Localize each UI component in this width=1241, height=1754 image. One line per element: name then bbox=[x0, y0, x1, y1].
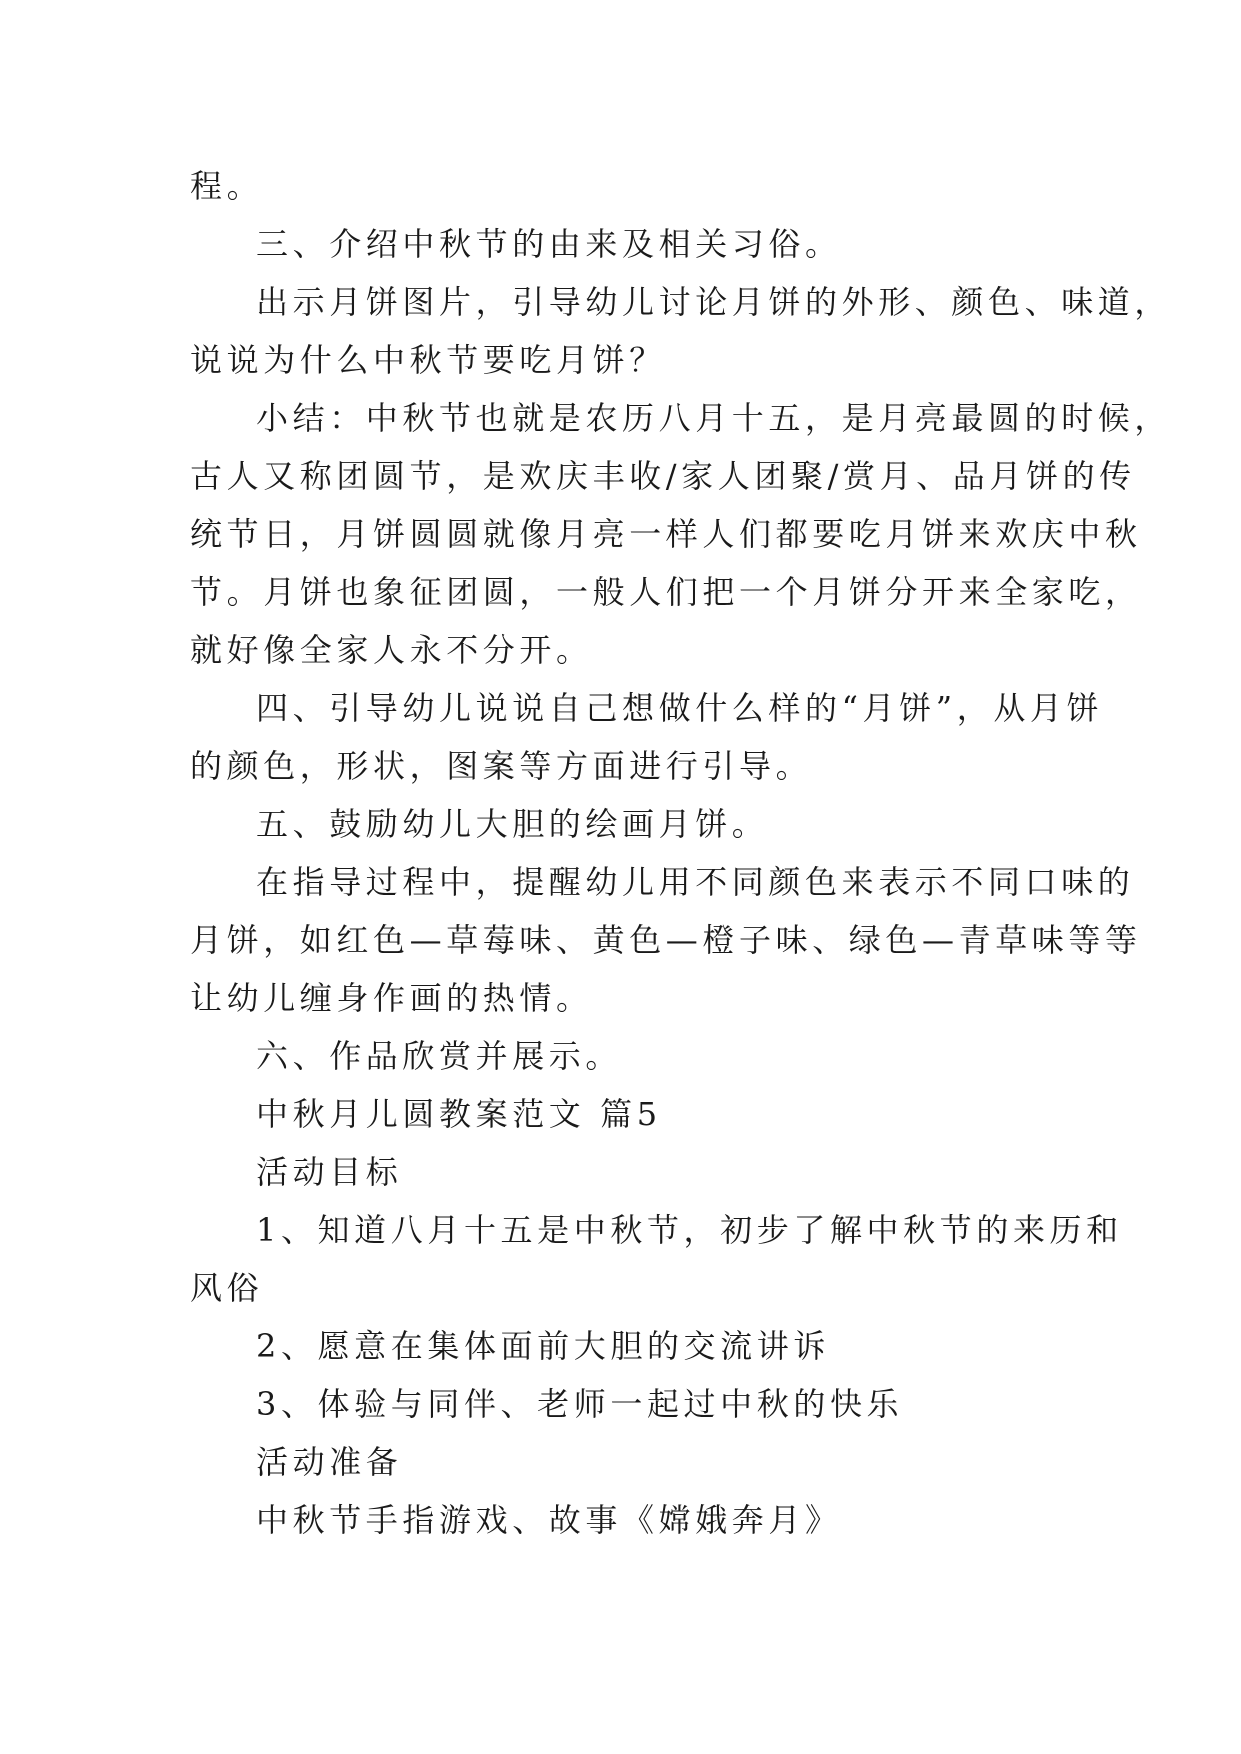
text-line: 出示月饼图片，引导幼儿讨论月饼的外形、颜色、味道， bbox=[256, 283, 1172, 321]
text-line: 统节日，月饼圆圆就像月亮一样人们都要吃月饼来欢庆中秋 bbox=[190, 515, 1142, 553]
section-heading: 三、介绍中秋节的由来及相关习俗。 bbox=[256, 225, 842, 263]
text-line: 就好像全家人永不分开。 bbox=[190, 631, 593, 669]
text-line: 让幼儿缠身作画的热情。 bbox=[190, 979, 593, 1017]
subsection-heading: 活动目标 bbox=[256, 1153, 403, 1191]
list-item: 1、知道八月十五是中秋节，初步了解中秋节的来历和 bbox=[256, 1211, 1123, 1249]
list-item: 2、愿意在集体面前大胆的交流讲诉 bbox=[256, 1327, 830, 1365]
text-line: 节。月饼也象征团圆，一般人们把一个月饼分开来全家吃， bbox=[190, 573, 1142, 611]
section-heading: 四、引导幼儿说说自己想做什么样的“月饼”，从月饼 bbox=[256, 689, 1104, 727]
text-line: 古人又称团圆节，是欢庆丰收/家人团聚/赏月、品月饼的传 bbox=[190, 457, 1136, 495]
subsection-heading: 活动准备 bbox=[256, 1443, 403, 1481]
list-item-continuation: 风俗 bbox=[190, 1269, 264, 1307]
list-item: 3、体验与同伴、老师一起过中秋的快乐 bbox=[256, 1385, 904, 1423]
text-line: 的颜色，形状，图案等方面进行引导。 bbox=[190, 747, 813, 785]
text-line: 小结：中秋节也就是农历八月十五，是月亮最圆的时候， bbox=[256, 399, 1172, 437]
article-title: 中秋月儿圆教案范文 篇5 bbox=[256, 1095, 662, 1133]
section-heading: 六、作品欣赏并展示。 bbox=[256, 1037, 623, 1075]
text-line: 在指导过程中，提醒幼儿用不同颜色来表示不同口味的 bbox=[256, 863, 1135, 901]
text-line: 月饼，如红色—草莓味、黄色—橙子味、绿色—青草味等等 bbox=[190, 921, 1142, 959]
text-line: 程。 bbox=[190, 167, 264, 205]
text-line: 说说为什么中秋节要吃月饼？ bbox=[190, 341, 666, 379]
document-body bbox=[190, 157, 1172, 1549]
section-heading: 五、鼓励幼儿大胆的绘画月饼。 bbox=[256, 805, 769, 843]
text-line: 中秋节手指游戏、故事《嫦娥奔月》 bbox=[256, 1501, 842, 1539]
